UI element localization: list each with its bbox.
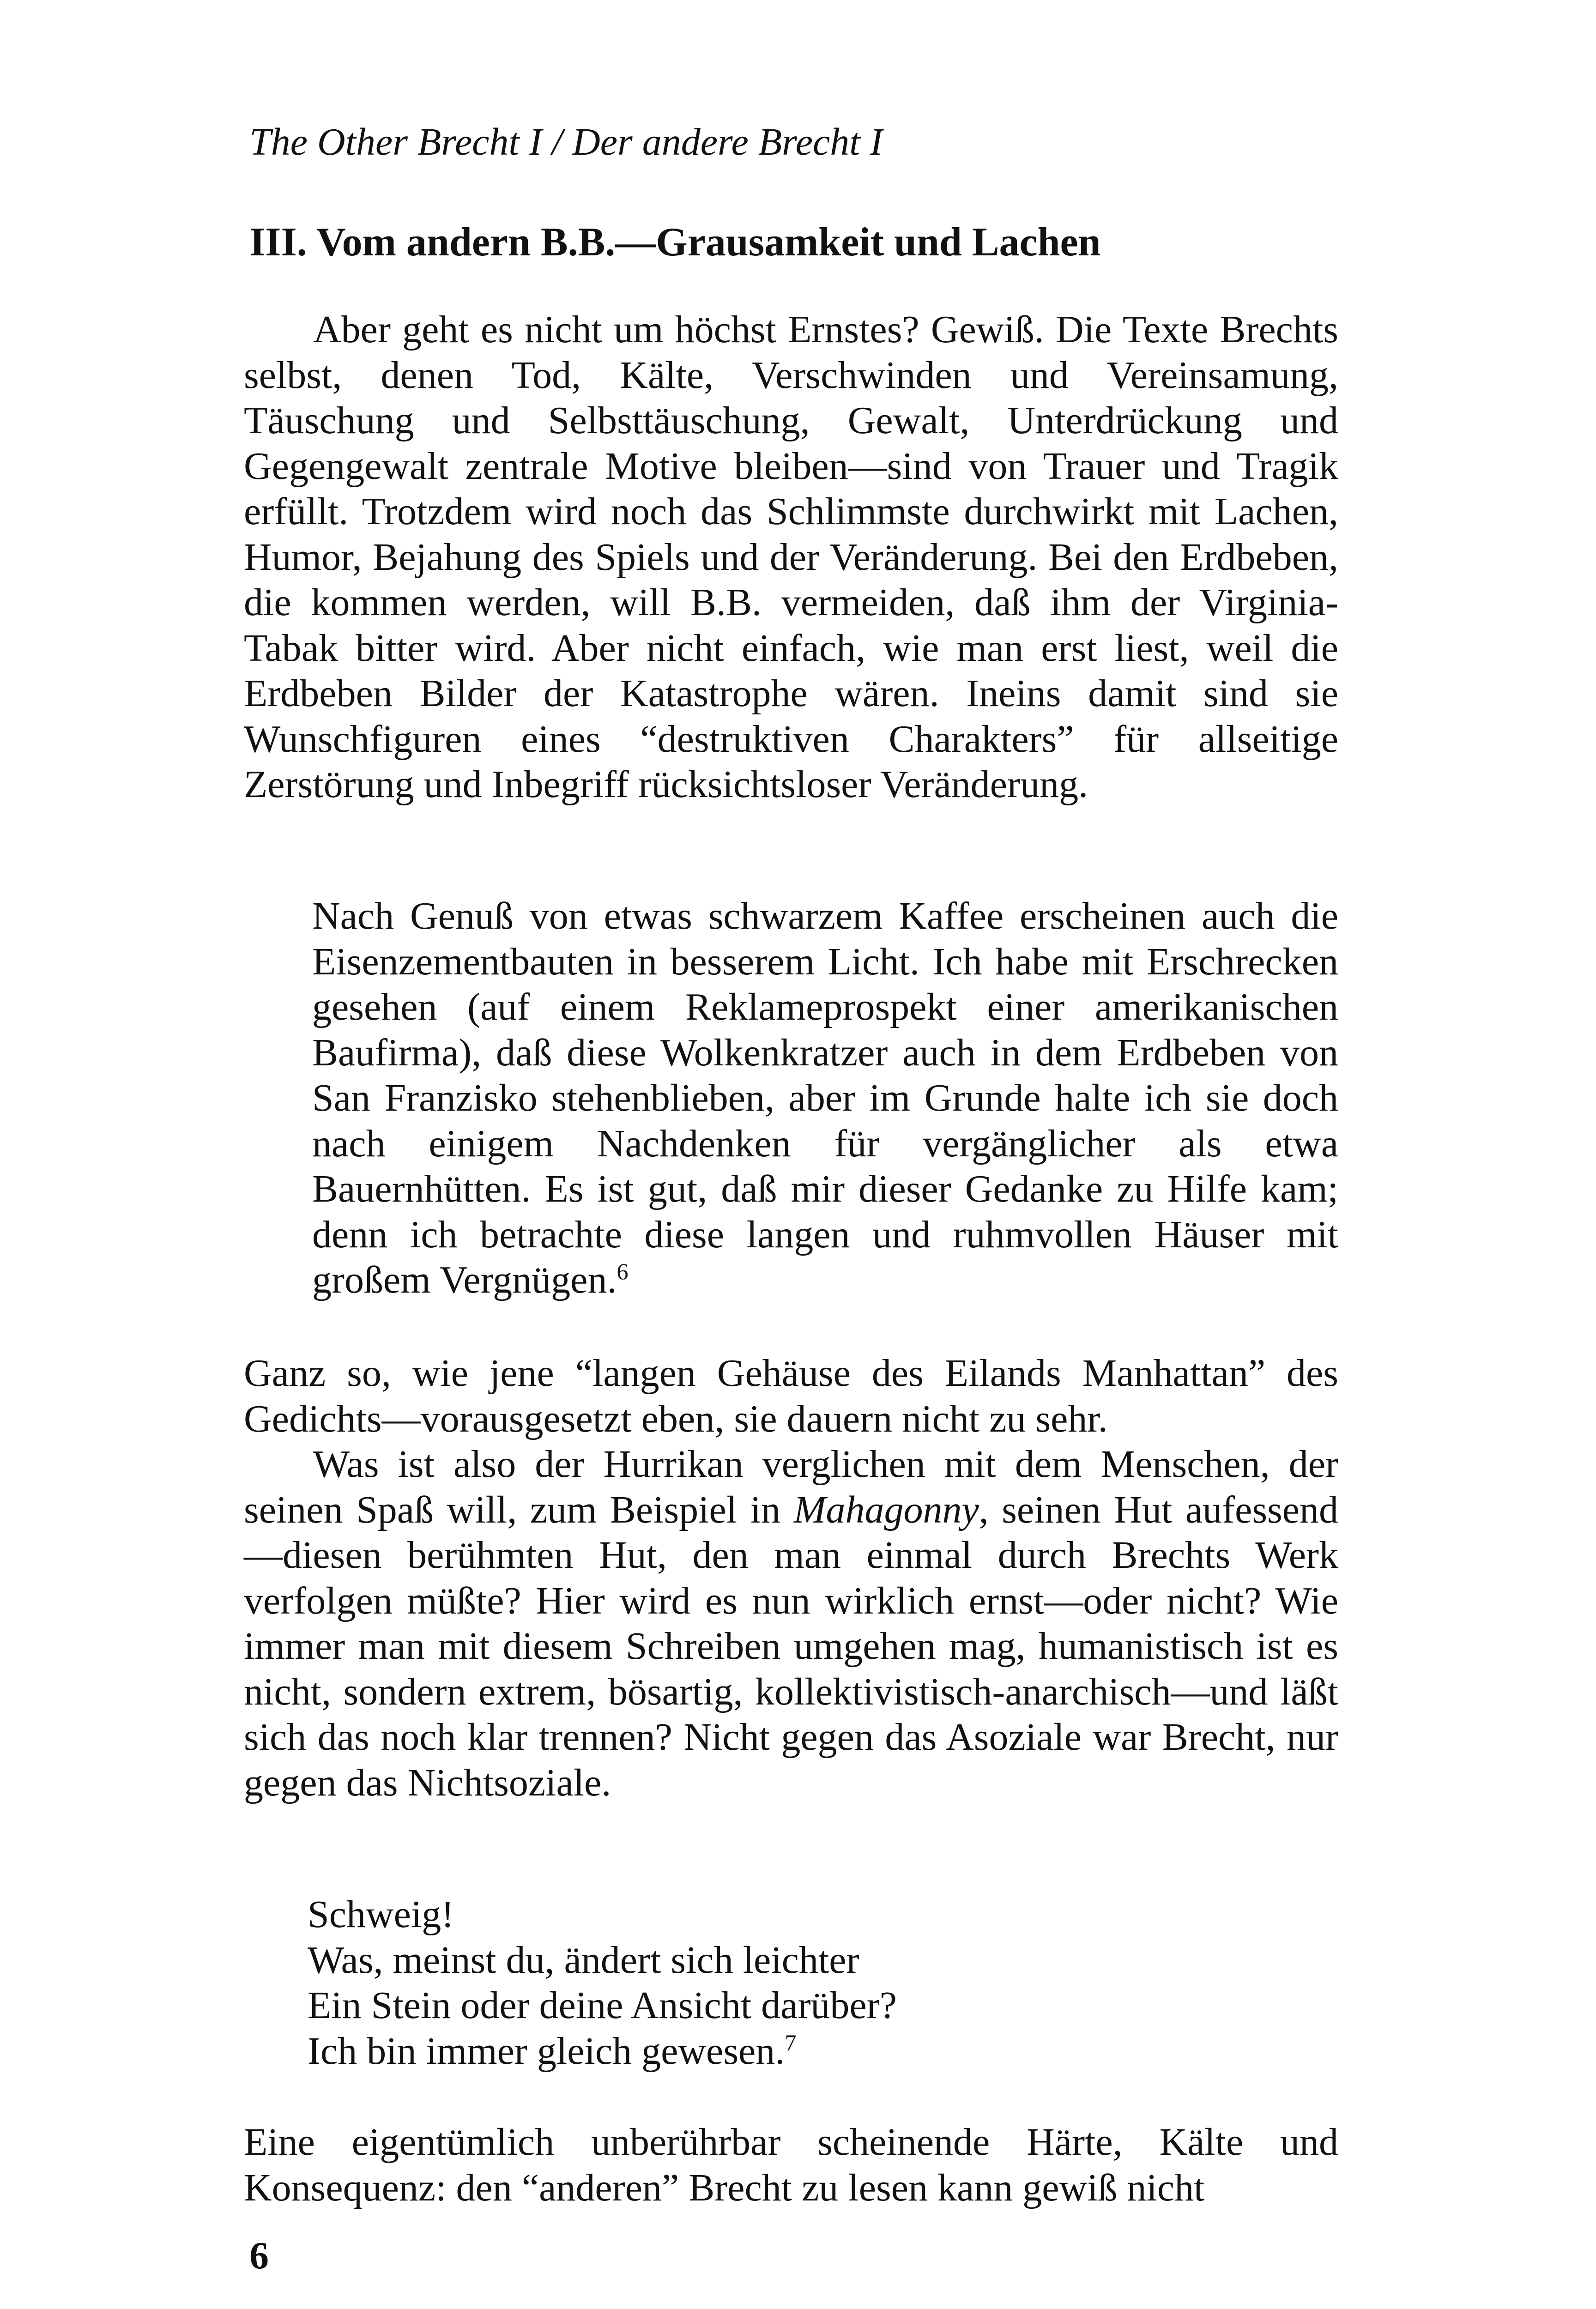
paragraph-3-start: Was ist also der Hurrikan verglichen mit dem Menschen, der seinen Spaß will, zum Beispiel in	[244, 1443, 1338, 1531]
page-number: 6	[249, 2234, 269, 2277]
poem-quote	[308, 1892, 897, 2074]
poem-line-3: Ein Stein oder deine Ansicht darüber?	[308, 1984, 897, 2027]
paragraph-4	[244, 2120, 1338, 2211]
running-head: The Other Brecht I / Der andere Brecht I	[249, 121, 883, 163]
paragraph-2-text: Ganz so, wie jene “langen Gehäuse des Eilands Manhattan” des Gedichts—vorausgesetzt eben, sie dauern nicht zu sehr.	[244, 1352, 1338, 1440]
paragraph-3-end: , seinen Hut aufessend—diesen berühmten Hut, den man einmal durch Brechts Werk verfolgen müßte? Hier wird es nun wirklich ernst—oder nicht? Wie immer man mit diesem Schreiben umgehen mag, humanistisch ist es nicht, sondern extrem, bösartig, kollektivistisch-anarchisch—und läßt sich das noch klar trennen? Nicht gegen das Asoziale war Brecht, nur gegen das Nichtsoziale.	[244, 1488, 1338, 1804]
paragraph-1-text: Aber geht es nicht um höchst Ernstes? Gewiß. Die Texte Brechts selbst, denen Tod, Kälte, Verschwinden und Vereinsamung, Täuschung und Selbsttäuschung, Gewalt, Unterdrückung und Gegengewalt zentrale Motive bleiben—sind von Trauer und Tragik erfüllt. Trotzdem wird noch das Schlimmste durchwirkt mit Lachen, Humor, Bejahung des Spiels und der Veränderung. Bei den Erdbeben, die kommen werden, will B.B. vermeiden, daß ihm der Virginia-Tabak bitter wird. Aber nicht einfach, wie man erst liest, weil die Erdbeben Bilder der Katastrophe wären. Ineins damit sind sie Wunschfiguren eines “destruktiven Charakters” für allseitige Zerstörung und Inbegriff rücksichtsloser Veränderung.	[244, 308, 1338, 806]
paragraph-3	[244, 1442, 1338, 1806]
poem-line-2: Was, meinst du, ändert sich leichter	[308, 1938, 859, 1982]
footnote-marker-6: 6	[617, 1258, 629, 1284]
footnote-marker-7: 7	[785, 2029, 797, 2055]
poem-line-4	[308, 2029, 897, 2074]
paragraph-1	[244, 307, 1338, 808]
paragraph-4-text: Eine eigentümlich unberührbar scheinende Härte, Kälte und Konsequenz: den “anderen” Brecht zu lesen kann gewiß nicht	[244, 2121, 1338, 2209]
poem-line-4-text: Ich bin immer gleich gewesen.	[308, 2029, 785, 2073]
work-title-mahagonny: Mahagonny	[793, 1488, 979, 1531]
block-quote-1-body: Nach Genuß von etwas schwarzem Kaffee erscheinen auch die Eisenzementbauten in besserem Licht. Ich habe mit Erschrecken gesehen (auf einem Reklameprospekt einer amerikanischen Baufirma), daß diese Wolkenkratzer auch in dem Erdbeben von San Franzisko stehenblieben, aber im Grunde halte ich sie doch nach einigem Nachdenken für vergänglicher als etwa Bauernhütten. Es ist gut, daß mir dieser Gedanke zu Hilfe kam; denn ich betrachte diese langen und ruhmvollen Häuser mit großem Vergnügen.	[312, 895, 1338, 1301]
paragraph-3-text	[244, 1442, 1338, 1806]
section-heading: III. Vom andern B.B.—Grausamkeit und Lachen	[249, 220, 1101, 265]
poem-line-1: Schweig!	[308, 1893, 454, 1936]
block-quote-1	[312, 894, 1338, 1303]
paragraph-2	[244, 1351, 1338, 1442]
block-quote-1-text	[312, 894, 1338, 1303]
